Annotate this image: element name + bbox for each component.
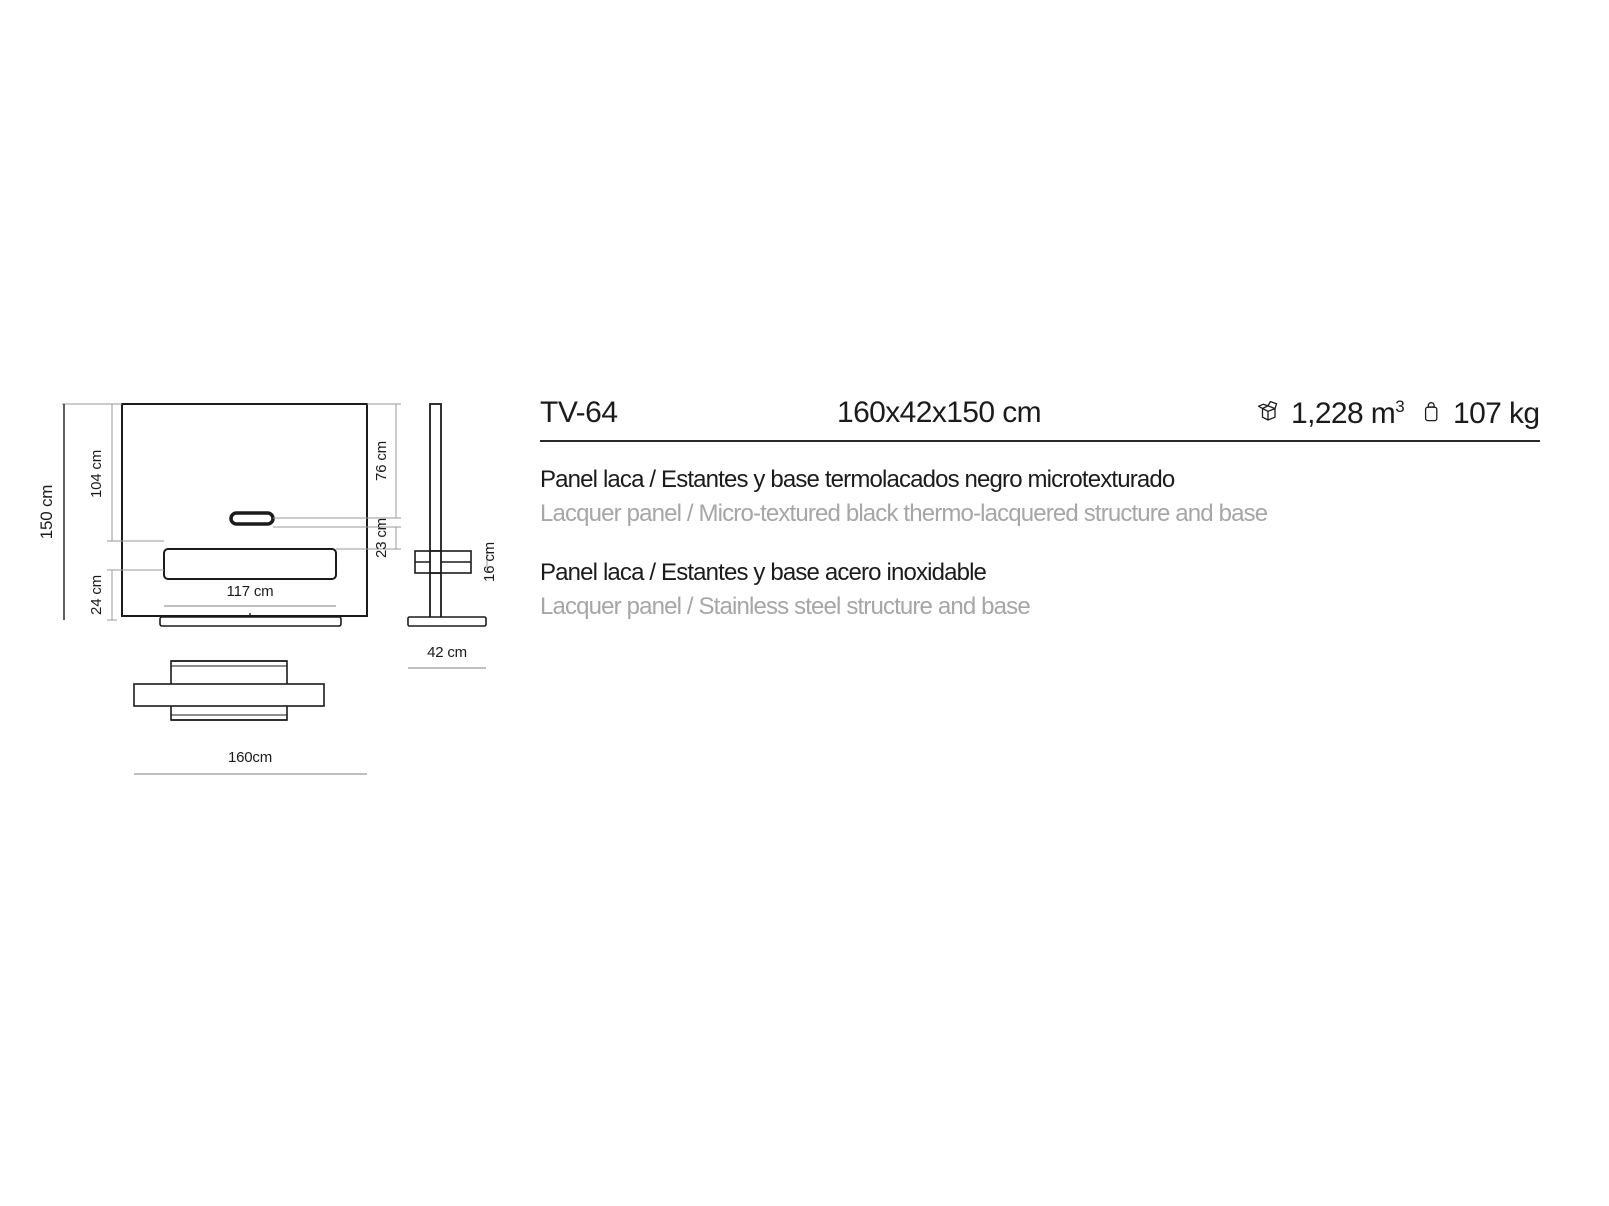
description-1-es: Panel laca / Estantes y base termolacados negro microtexturado (540, 466, 1175, 493)
drawer-handle (231, 513, 273, 524)
description-2-en: Lacquer panel / Stainless steel structure and base (540, 593, 1030, 620)
description-2-es: Panel laca / Estantes y base acero inoxidable (540, 559, 987, 586)
volume-exponent: 3 (1395, 396, 1405, 416)
volume-number: 1,228 m (1291, 396, 1396, 430)
description-block-2 (540, 559, 1540, 621)
volume-value (1291, 397, 1404, 431)
front-elevation-group (37, 404, 401, 626)
side-panel-outline (430, 404, 441, 618)
dimlabel-panel-height: 104 cm (88, 450, 105, 498)
drawing-svg (0, 0, 530, 820)
weight-value: 107 kg (1453, 396, 1540, 430)
product-model: TV-64 (540, 396, 618, 429)
dimlabel-base-depth: 42 cm (427, 644, 467, 661)
side-elevation-group (408, 404, 498, 668)
dimlabel-shelf-offset: 23 cm (373, 518, 390, 558)
weight-icon (1418, 396, 1444, 431)
product-dimensions: 160x42x150 cm (837, 396, 1042, 429)
dimlabel-shelf-depth: 16 cm (481, 542, 498, 582)
specification-panel (540, 396, 1540, 621)
dimlabel-total-height: 150 cm (37, 484, 56, 540)
plan-view-group (134, 661, 367, 774)
description-1-en: Lacquer panel / Micro-textured black thermo-lacquered structure and base (540, 500, 1268, 527)
volume-metric (1252, 396, 1404, 431)
technical-drawings (0, 0, 530, 1206)
product-title-row (540, 396, 1540, 438)
description-block-1 (540, 466, 1540, 528)
dimlabel-upper-panel: 76 cm (373, 441, 390, 481)
open-box-icon (1252, 396, 1282, 431)
dimlabel-total-width: 160cm (227, 749, 273, 766)
dimlabel-base-height: 24 cm (88, 575, 105, 615)
side-panel-through-shelf (430, 551, 441, 573)
weight-metric (1418, 396, 1539, 431)
side-base-plate (408, 617, 486, 626)
plan-shelf-band (134, 684, 324, 706)
shelf-outline (164, 549, 336, 579)
base-plinth (160, 617, 341, 626)
title-divider (540, 440, 1540, 442)
dimlabel-shelf-width: 117 cm (226, 583, 274, 600)
